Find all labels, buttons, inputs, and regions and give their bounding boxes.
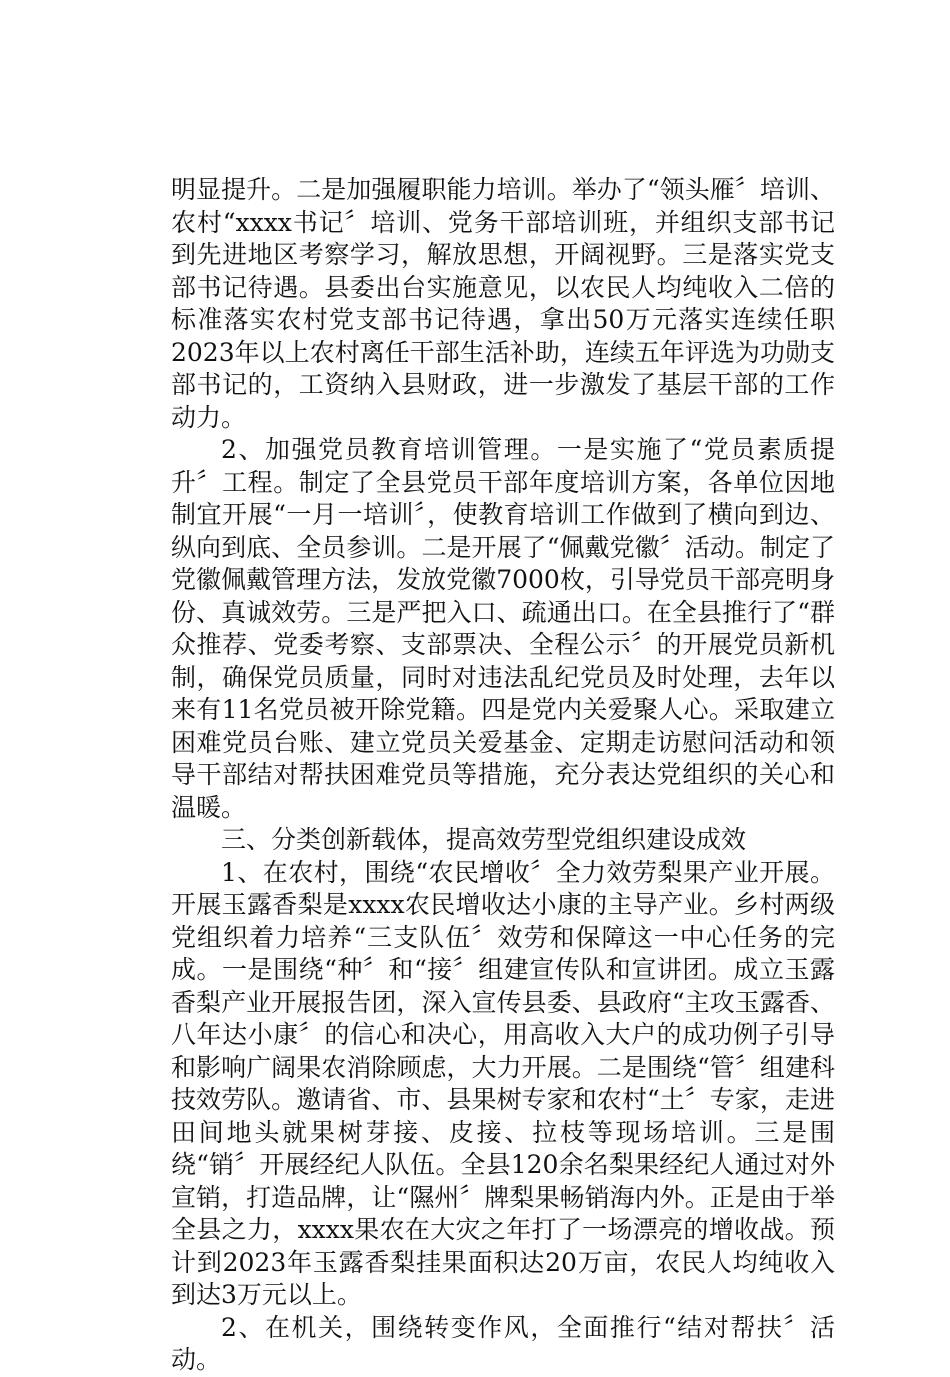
section-heading: 三、分类创新载体，提高效劳型党组织建设成效 bbox=[221, 825, 747, 854]
paragraph-rural-income: 1、在农村，围绕“农民增收〞全力效劳梨果产业开展。开展玉露香梨是xxxx农民增收达小康的主导产业。乡村两级党组织着力培养“三支队伍〞效劳和保障这一中心任务的完成。一是围绕“种〞和“接〞组建宣传队和宣讲团。成立玉露香梨产业开展报告团，深入宣传县委、县政府“主攻玉露香、八年达小康〞的信心和决心，用高收入大户的成功例子引导和影响广阔果农消除顾虑，大力开展。二是围绕“管〞组建科技效劳队。邀请省、市、县果树专家和农村“土〞专家，走进田间地头就果树芽接、皮接、拉枝等现场培训。三是围绕“销〞开展经纪人队伍。全县120余名梨果经纪人通过对外宣销，打造品牌，让“隰州〞牌梨果畅销海内外。正是由于举全县之力，xxxx果农在大灾之年打了一场漂亮的增收战。预计到2023年玉露香梨挂果面积达20万亩，农民人均纯收入到达3万元以上。 bbox=[171, 857, 835, 1309]
paragraph-government-agencies: 2、在机关，围绕转变作风，全面推行“结对帮扶〞活动。 bbox=[171, 1312, 835, 1374]
document-body bbox=[171, 174, 835, 1377]
paragraph-party-member-training: 2、加强党员教育培训管理。一是实施了“党员素质提升〞工程。制定了全县党员干部年度培训方案，各单位因地制宜开展“一月一培训〞，使教育培训工作做到了横向到边、纵向到底、全员参训。二是开展了“佩戴党徽〞活动。制定了党徽佩戴管理方法，发放党徽7000枚，引导党员干部亮明身份、真诚效劳。三是严把入口、疏通出口。在全县推行了“群众推荐、党委考察、支部票决、全程公示〞的开展党员新机制，确保党员质量，同时对违法乱纪党员及时处理，去年以来有11名党员被开除党籍。四是党内关爱聚人心。采取建立困难党员台账、建立党员关爱基金、定期走访慰问活动和领导干部结对帮扶困难党员等措施，充分表达党组织的关心和温暖。 bbox=[171, 435, 835, 822]
paragraph-continuation: 明显提升。二是加强履职能力培训。举办了“领头雁〞培训、农村“xxxx书记〞培训、党务干部培训班，并组织支部书记到先进地区考察学习，解放思想，开阔视野。三是落实党支部书记待遇。县委出台实施意见，以农民人均纯收入二倍的标准落实农村党支部书记待遇，拿出50万元落实连续任职2023年以上农村离任干部生活补助，连续五年评选为功勋支部书记的，工资纳入县财政，进一步激发了基层干部的工作动力。 bbox=[171, 175, 835, 432]
